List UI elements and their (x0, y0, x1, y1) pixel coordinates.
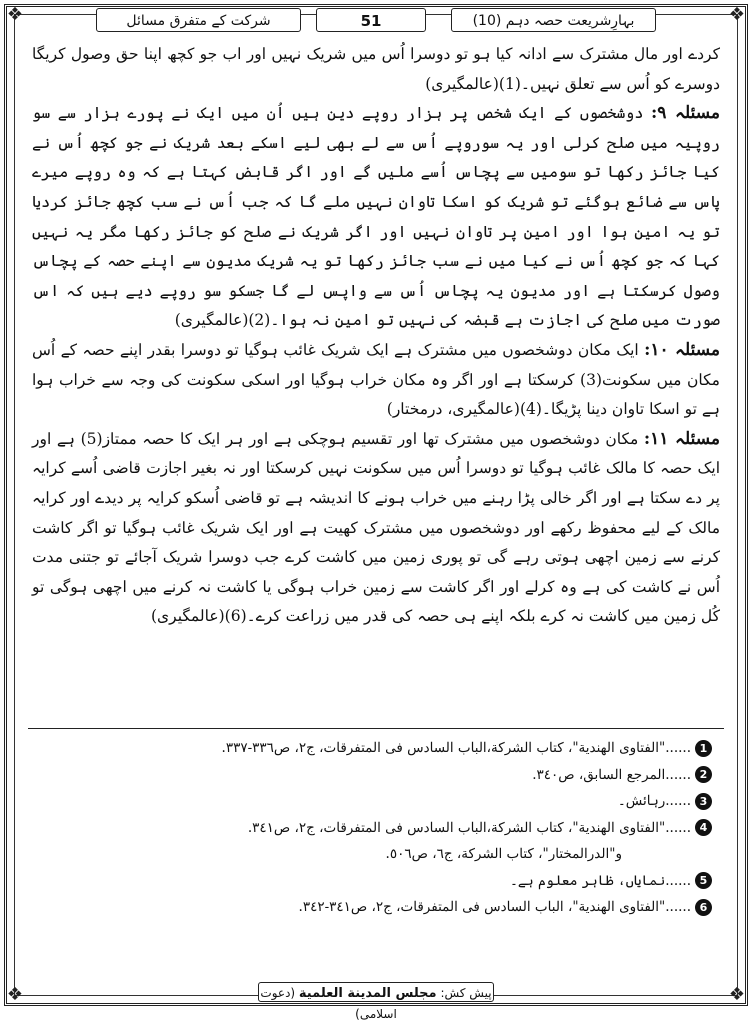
chapter-title: شرکت کے متفرق مسائل (96, 8, 301, 32)
corner-ornament-icon: ❖ (6, 984, 24, 1005)
footnote-text: ......"الفتاوى الهندية"، كتاب الشركة،الباب السادس فى المتفرقات، ج٢، ص٣٣٦-٣٣٧. (221, 740, 691, 756)
page-footer (258, 982, 494, 1021)
book-title: بہارِشریعت حصہ دہم (10) (451, 8, 656, 32)
paragraph-continuation (32, 40, 720, 99)
footnote-number: 2 (695, 766, 712, 783)
corner-ornament-icon: ❖ (728, 4, 746, 25)
footnote-text: ......رہائش۔ (617, 793, 691, 809)
footer-suffix: (دعوت اسلامی) (260, 986, 397, 1021)
footnotes (36, 736, 712, 922)
footnote-item (36, 789, 712, 814)
paragraph-text: دوشخصوں کے ایک شخص پر ہزار روپے دین ہیں اُن میں ایک نے پورے ہزار سے سو روپیہ میں صلح کرلی اور یہ سوروپے اُس سے لے بھی لیے اسکے بعد شریک نے جو کچھ اُس نے کیا جائز رکھا تو سومیں سے پچاس اُسے ملیں گے اور اگر قابض کہتا ہے کہ وہ روپے میرے پاس سے ضائع ہوگئے تو شریک کو اسکا تاوان نہیں ملے گا کہ جب اُس نے سب کچھ جائز کردیا تو یہ امین ہوا اور امین پر تاوان نہیں اور اگر شریک نے صلح کو جائز رکھا مگر یہ نہیں کہا کہ جو کچھ اُس نے کیا میں نے سب جائز رکھا تو یہ شریک مدیون سے اپنے حصہ کے پچاس وصول کرسکتا ہے اور مدیون یہ پچاس اُس سے واپس لے گا جسکو سو روپے دیے ہیں کہ اس صورت میں صلح کی اجازت ہے قبضہ کی نہیں تو امین نہ ہوا۔(2)(عالمگیری) (32, 104, 720, 330)
footnote-item (36, 869, 712, 894)
footnote-number: 3 (695, 793, 712, 810)
main-text (32, 40, 720, 632)
footnote-text: ......"الفتاوى الهندية"، كتاب الشركة،الباب السادس فى المتفرقات، ج٢، ص٣٤١. (247, 819, 691, 836)
footnote-text: ......"الفتاوى الهندية"، الباب السادس فى المتفرقات، ج٢، ص٣٤١-٣٤٢. (298, 899, 691, 915)
footnote-item (36, 816, 712, 841)
paragraph-masala-9 (32, 99, 720, 336)
masala-label: مسئلہ ۱۱: (643, 428, 720, 449)
footnote-number: 5 (695, 872, 712, 889)
page-number: 51 (316, 8, 426, 32)
masala-label: مسئلہ ۹: (651, 103, 720, 124)
footnote-text: و"الدرالمختار"، كتاب الشركة، ج٦، ص٥٠٦. (385, 846, 622, 862)
footnote-item (36, 736, 712, 761)
footnote-number: 1 (695, 740, 712, 757)
footnote-text: ......المرجع السابق، ص٣٤٠. (532, 766, 691, 783)
footnote-continuation (36, 842, 712, 867)
paragraph-text: کردے اور مال مشترک سے ادانہ کیا ہو تو دوسرا اُس میں شریک نہیں اور اب جو کچھ اپنا حق وصول کریگا دوسرے کو اُس سے تعلق نہیں۔(1)(عالمگیری) (32, 45, 720, 93)
page-header (96, 8, 656, 34)
footer-prefix: پیش کش: (440, 986, 492, 1000)
corner-ornament-icon: ❖ (6, 4, 24, 25)
footnote-text: ......نمایاں، ظاہر معلوم ہے۔ (509, 872, 691, 889)
paragraph-masala-11 (32, 425, 720, 632)
paragraph-text: مکان دوشخصوں میں مشترک تھا اور تقسیم ہوچکی ہے اور ہر ایک کا حصہ ممتاز(5) ہے اور ایک حصہ کا مالک غائب ہوگیا تو دوسرا اُس میں سکونت نہیں کرسکتا اور نہ بغیر اجازت قاضی اُسے کرایہ پر دے سکتا ہے اور اگر خالی پڑا رہنے میں خراب ہونے کا اندیشہ ہے تو قاضی اُسکو کرایہ پر دیدے اور کرایہ مالک کے لیے محفوظ رکھے اور دوشخصوں میں مشترک کھیت ہے اور ایک شریک غائب ہوگیا تو اگر کاشت کرنے سے زمین اچھی ہوتی رہے گی تو پوری زمین میں کاشت کرے جب دوسرا شریک آجائے تو جتنی مدت اُس نے کاشت کی ہے وہ کرلے اور اگر کاشت سے زمین خراب ہوگی یا کاشت نہ کرنے میں اچھی ہوگی تو کُل زمین میں کاشت نہ کرے بلکہ اپنے ہی حصہ کی قدر میں زراعت کرے۔(6)(عالمگیری) (32, 429, 721, 626)
footnote-number: 4 (695, 819, 712, 836)
masala-label: مسئلہ ۱۰: (644, 339, 720, 360)
footnote-number: 6 (695, 899, 712, 916)
footnote-item (36, 763, 712, 788)
publisher-name: مجلس المدينة العلمية (298, 986, 437, 1001)
paragraph-masala-10 (32, 336, 720, 425)
corner-ornament-icon: ❖ (728, 984, 746, 1005)
paragraph-text: ایک مکان دوشخصوں میں مشترک ہے ایک شریک غائب ہوگیا تو دوسرا بقدر اپنے حصہ کے اُس مکان میں سکونت(3) کرسکتا ہے اور اگر وہ مکان خراب ہوگیا اور اسکی سکونت کی وجہ سے خراب ہوا ہے تو اسکا تاوان دینا پڑیگا۔(4)(عالمگیری، درمختار) (32, 340, 720, 419)
footnote-divider (28, 728, 724, 729)
footnote-item (36, 895, 712, 920)
